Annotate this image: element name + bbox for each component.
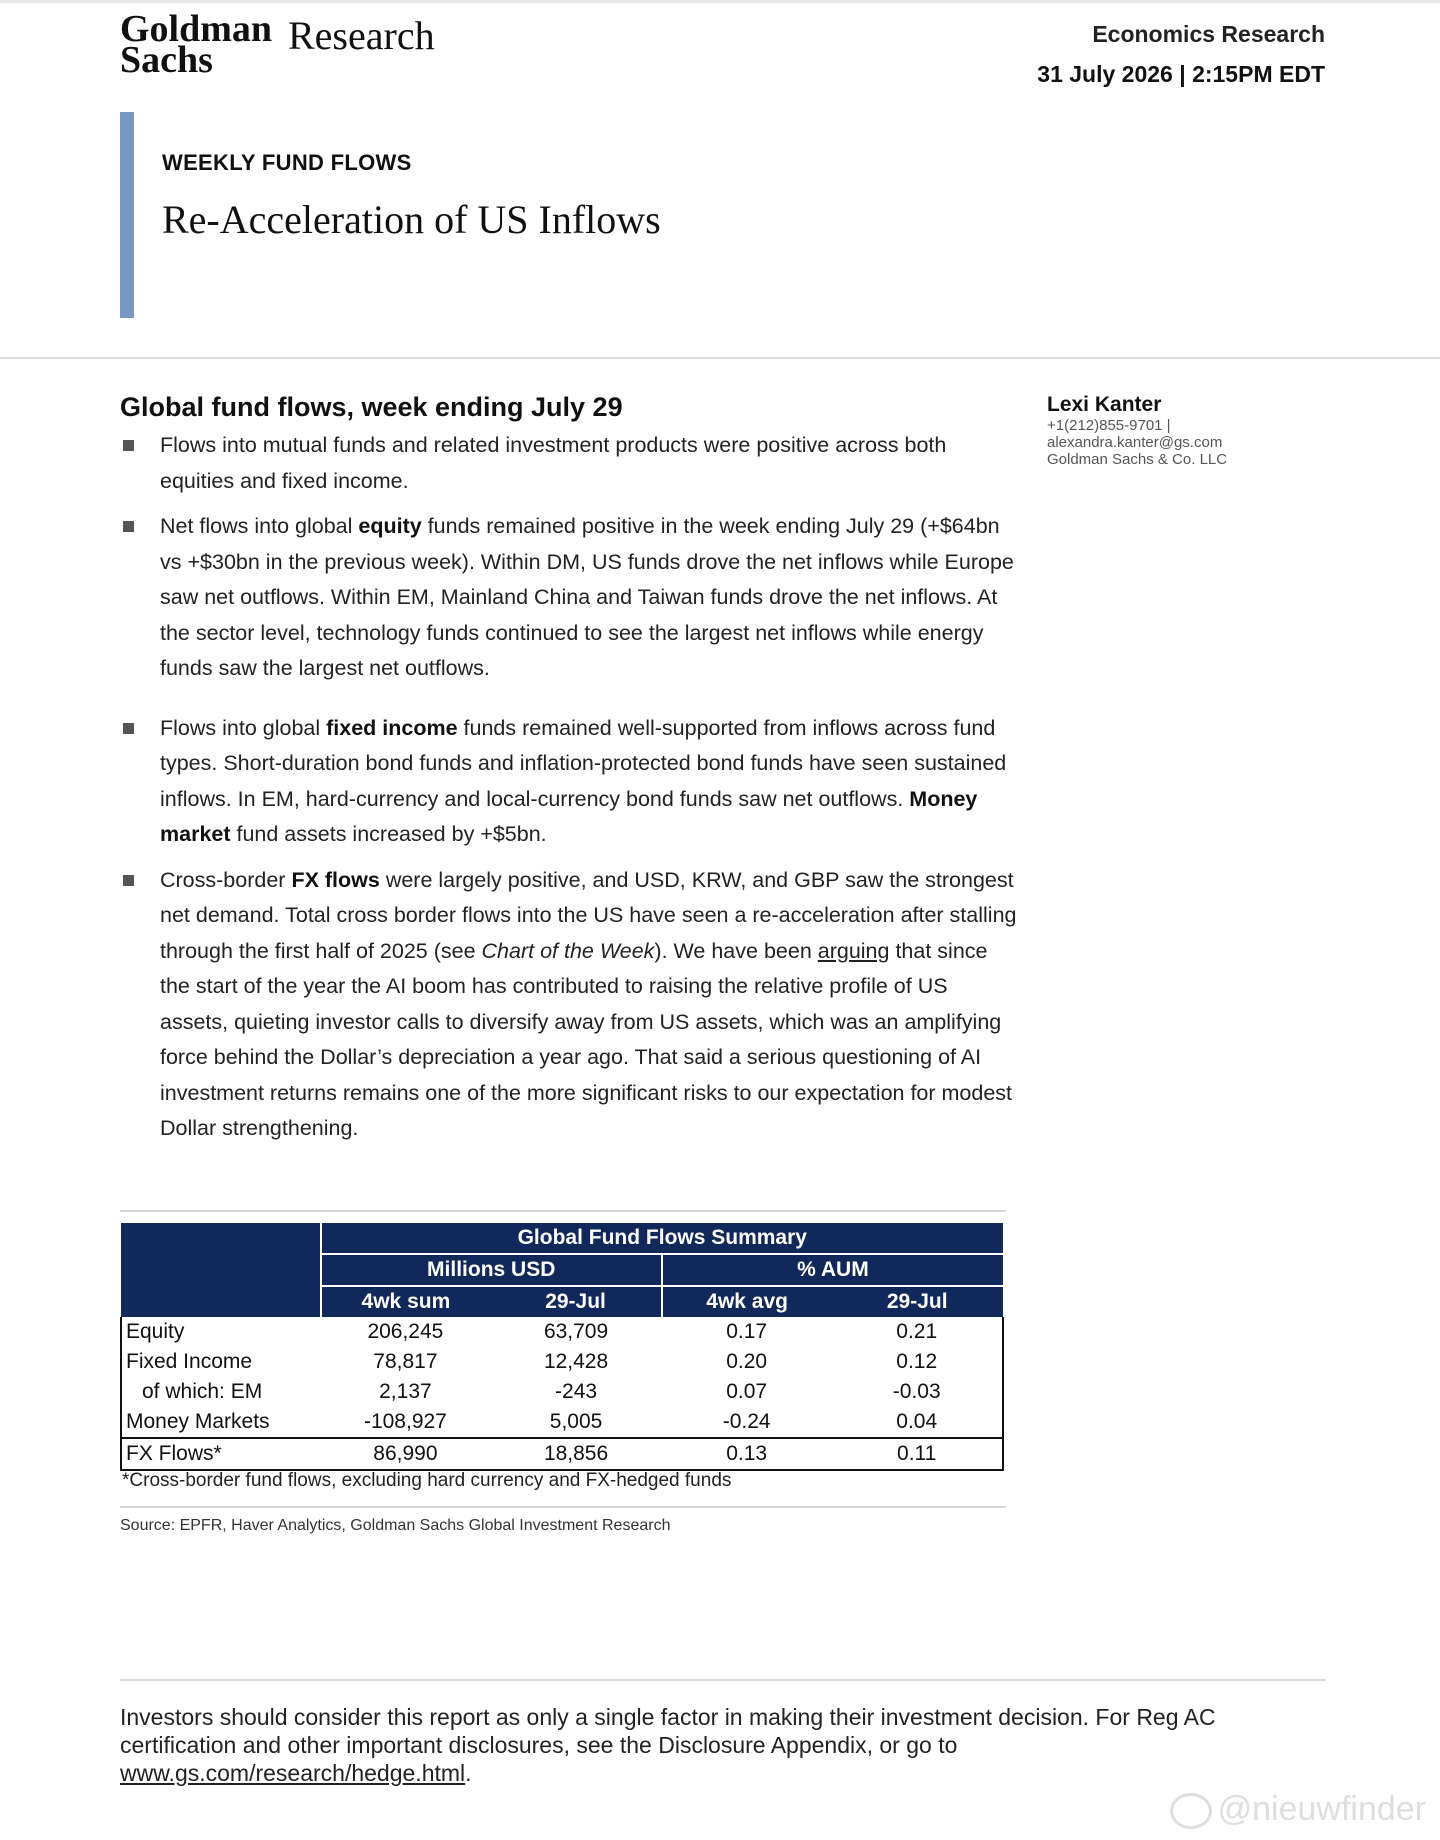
table-title: Global Fund Flows Summary — [321, 1223, 1003, 1254]
cell: 5,005 — [549, 1410, 603, 1433]
bullet-fixed-income — [120, 711, 1020, 853]
bullet-equity — [120, 509, 1020, 687]
table-row — [121, 1377, 1003, 1407]
col-header: 29-Jul — [490, 1286, 662, 1317]
cell: 0.07 — [726, 1380, 768, 1403]
cell: -0.03 — [892, 1380, 941, 1403]
report-meta — [1037, 14, 1325, 94]
bullet-text: funds remained well-supported from inflows across fund types. Short-duration bond funds and inflation-protected bond funds have seen sustained inflows. In EM, hard-currency and local-currency bond funds saw net outflows. — [160, 715, 1007, 811]
footer-divider — [120, 1679, 1326, 1681]
cell: 0.11 — [831, 1438, 1003, 1470]
bullet-bold: equity — [358, 514, 422, 538]
cell: 0.17 — [726, 1320, 768, 1343]
section-heading: Global fund flows, week ending July 29 — [120, 392, 623, 422]
author-email[interactable]: alexandra.kanter@gs.com — [1047, 434, 1223, 451]
bullet-text: Flows into global — [160, 715, 327, 740]
cell: 78,817 — [373, 1350, 438, 1373]
goldman-sachs-logo — [120, 8, 435, 81]
bullet-text: funds remained positive in the week ending July 29 (+$64bn vs +$30bn in the previous week). Within DM, US funds drove the net inflows while Europe saw net outflows. Within EM, Mainland China and Taiwan funds drove the net inflows. At the sector level, technology funds continued to see the largest net inflows while energy funds saw the largest net outflows. — [160, 514, 1014, 680]
department-label: Economics Research — [1092, 21, 1325, 47]
arguing-link[interactable]: arguing — [817, 938, 890, 963]
logo-research: Research — [288, 13, 435, 58]
bullet-text: Cross-border — [160, 867, 292, 892]
table-row — [121, 1347, 1003, 1377]
title-accent-bar — [120, 112, 134, 318]
cell: -108,927 — [363, 1410, 447, 1433]
watermark — [1170, 1790, 1426, 1829]
summary-bullets — [120, 428, 1020, 1157]
bullet-bold: Money market — [160, 786, 978, 846]
bullet-text: Net flows into global — [160, 514, 359, 538]
cell: 86,990 — [321, 1438, 491, 1470]
bullet-overview — [120, 428, 1020, 499]
bullet-italic: Chart of the Week — [481, 938, 655, 963]
cell: 0.04 — [896, 1410, 938, 1433]
table-footnote: *Cross-border fund flows, excluding hard currency and FX-hedged funds — [122, 1470, 732, 1491]
cell: 0.12 — [896, 1350, 938, 1373]
bullet-bold: fixed income — [326, 715, 458, 740]
bullet-text: ). We have been — [654, 938, 818, 963]
row-label: Fixed Income — [126, 1350, 253, 1373]
disclaimer — [120, 1703, 1280, 1787]
cell: -243 — [555, 1380, 598, 1403]
bullet-text: that since the start of the year the AI boom has contributed to raising the relative profile of US assets, quieting investor calls to diversify away from US assets, which was an amplifying force behind the Dollar’s depreciation a year ago. That said a serious questioning of AI investment returns remains one of the more significant risks to our expectation for modest Dollar strengthening. — [160, 938, 1013, 1140]
col-header: 29-Jul — [831, 1286, 1003, 1317]
table-row — [121, 1438, 1003, 1470]
watermark-text: @nieuwfinder — [1217, 1790, 1426, 1828]
table-row — [121, 1407, 1003, 1438]
report-title: Re-Acceleration of US Inflows — [162, 197, 661, 242]
table-bottom-rule — [120, 1506, 1006, 1508]
col-header: 4wk sum — [321, 1286, 491, 1317]
disclosure-link[interactable]: www.gs.com/research/hedge.html — [120, 1760, 466, 1786]
fund-flows-table — [120, 1223, 1004, 1471]
bullet-fx-flows — [120, 863, 1020, 1147]
cell: 206,245 — [367, 1320, 444, 1343]
author-phone: +1(212)855-9701 | — [1047, 417, 1171, 434]
bullet-square-icon — [123, 440, 134, 451]
col-header: 4wk avg — [662, 1286, 832, 1317]
cell: 18,856 — [490, 1438, 662, 1470]
table-source: Source: EPFR, Haver Analytics, Goldman Sachs Global Investment Research — [120, 1517, 671, 1534]
disclaimer-text-end: . — [465, 1760, 472, 1786]
row-label: Money Markets — [126, 1410, 270, 1433]
table-row — [121, 1317, 1003, 1347]
cell: 0.13 — [662, 1438, 832, 1470]
cell: 0.20 — [726, 1350, 768, 1373]
bullet-bold: FX flows — [291, 867, 380, 892]
cell: -0.24 — [722, 1410, 771, 1433]
table-top-rule — [120, 1210, 1006, 1212]
weibo-icon — [1170, 1793, 1212, 1829]
bullet-square-icon — [123, 521, 134, 532]
row-label: of which: EM — [142, 1380, 263, 1403]
top-border — [0, 0, 1440, 3]
bullet-square-icon — [123, 875, 134, 886]
author-firm: Goldman Sachs & Co. LLC — [1047, 451, 1228, 468]
cell: 63,709 — [543, 1320, 609, 1343]
author-name: Lexi Kanter — [1047, 393, 1162, 416]
table-corner — [121, 1223, 321, 1317]
logo-line-2: Sachs — [120, 39, 213, 81]
row-label: FX Flows* — [121, 1438, 321, 1470]
bullet-text: were largely positive, and USD, KRW, and GBP saw the strongest net demand. Total cross border flows into the US have seen a re-acceleration after stalling through the first half of 2025 (see — [160, 867, 1017, 963]
bullet-square-icon — [123, 723, 134, 734]
group-header-usd: Millions USD — [321, 1254, 662, 1286]
row-label: Equity — [126, 1320, 185, 1343]
report-date: 31 July 2026 | 2:15PM EDT — [1037, 61, 1325, 87]
group-header-aum: % AUM — [662, 1254, 1003, 1286]
bullet-text: Flows into mutual funds and related investment products were positive across both equities and fixed income. — [160, 433, 947, 493]
logo-line-1: Goldman — [120, 8, 273, 50]
bullet-text: fund assets increased by +$5bn. — [230, 822, 547, 846]
author-card — [1047, 393, 1307, 468]
cell: 0.21 — [896, 1320, 938, 1343]
header-divider — [0, 357, 1440, 359]
cell: 2,137 — [379, 1380, 432, 1403]
report-kicker: WEEKLY FUND FLOWS — [162, 150, 412, 175]
disclaimer-text: Investors should consider this report as only a single factor in making their investment decision. For Reg AC certification and other important disclosures, see the Disclosure Appendix, or go to — [120, 1704, 1216, 1758]
cell: 12,428 — [543, 1350, 609, 1373]
